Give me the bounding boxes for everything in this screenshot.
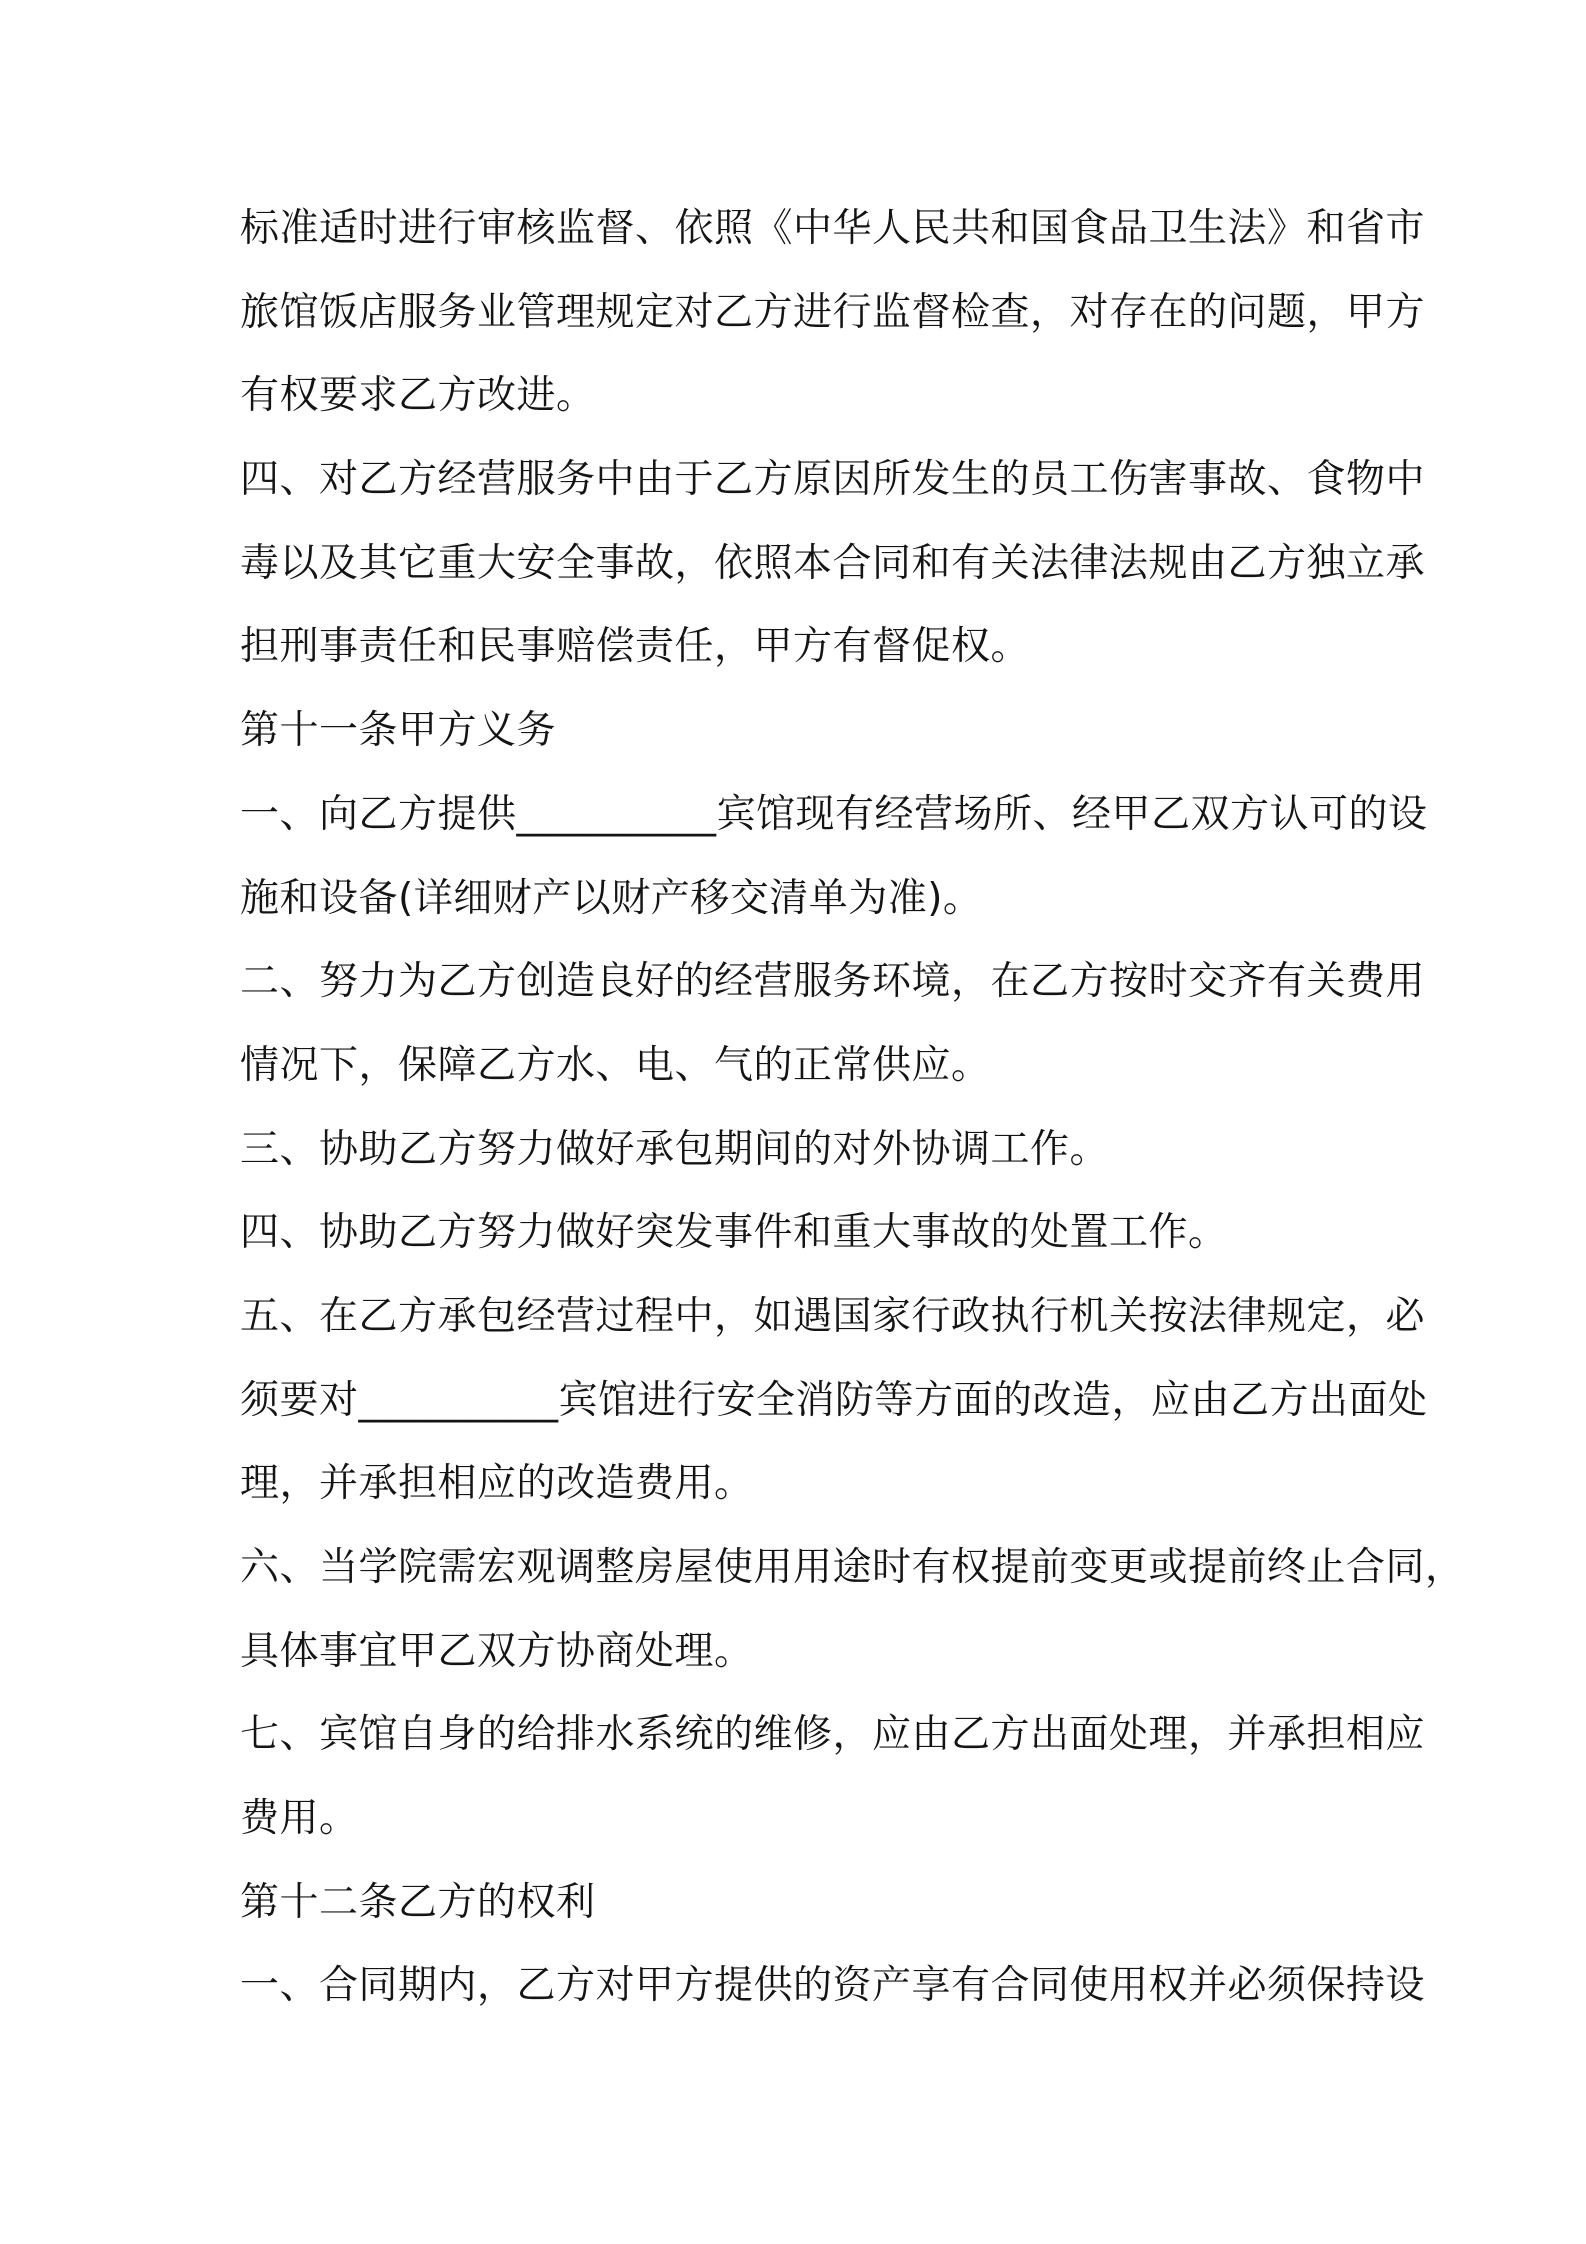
text-line: 理，并承担相应的改造费用。 bbox=[240, 1461, 754, 1507]
document-body bbox=[240, 199, 1465, 2040]
text-line: 四、对乙方经营服务中由于乙方原因所发生的员工伤害事故、食物中 bbox=[240, 457, 1426, 503]
text-line: 毒以及其它重大安全事故，依照本合同和有关法律法规由乙方独立承 bbox=[240, 540, 1426, 586]
text-line: 担刑事责任和民事赔偿责任，甲方有督促权。 bbox=[240, 624, 1031, 670]
text-line: 七、宾馆自身的给排水系统的维修，应由乙方出面处理，并承担相应 bbox=[240, 1712, 1426, 1758]
text-line: 四、协助乙方努力做好突发事件和重大事故的处置工作。 bbox=[240, 1210, 1228, 1256]
section-heading: 第十一条甲方义务 bbox=[240, 708, 557, 754]
text-line: 一、合同期内，乙方对甲方提供的资产享有合同使用权并必须保持设 bbox=[240, 1963, 1426, 2009]
text-line: 情况下，保障乙方水、电、气的正常供应。 bbox=[240, 1042, 991, 1088]
text-line: 二、努力为乙方创造良好的经营服务环境，在乙方按时交齐有关费用 bbox=[240, 959, 1426, 1005]
section-heading: 第十二条乙方的权利 bbox=[240, 1879, 596, 1925]
text-line: 一、向乙方提供__________宾馆现有经营场所、经甲乙双方认可的设 bbox=[240, 791, 1428, 837]
text-line: 有权要求乙方改进。 bbox=[240, 373, 596, 419]
text-line: 施和设备(详细财产以财产移交清单为准)。 bbox=[240, 875, 983, 921]
text-line: 旅馆饭店服务业管理规定对乙方进行监督检查，对存在的问题，甲方 bbox=[240, 289, 1426, 335]
text-line: 具体事宜甲乙双方协商处理。 bbox=[240, 1628, 754, 1674]
text-line: 标准适时进行审核监督、依照《中华人民共和国食品卫生法》和省市 bbox=[240, 206, 1426, 251]
text-line: 须要对__________宾馆进行安全消防等方面的改造，应由乙方出面处 bbox=[240, 1377, 1428, 1423]
text-line: 三、协助乙方努力做好承包期间的对外协调工作。 bbox=[240, 1126, 1110, 1172]
text-line: 五、在乙方承包经营过程中，如遇国家行政执行机关按法律规定，必 bbox=[240, 1293, 1426, 1339]
text-line: 费用。 bbox=[240, 1796, 359, 1842]
text-line: 六、当学院需宏观调整房屋使用用途时有权提前变更或提前终止合同， bbox=[240, 1545, 1465, 1590]
